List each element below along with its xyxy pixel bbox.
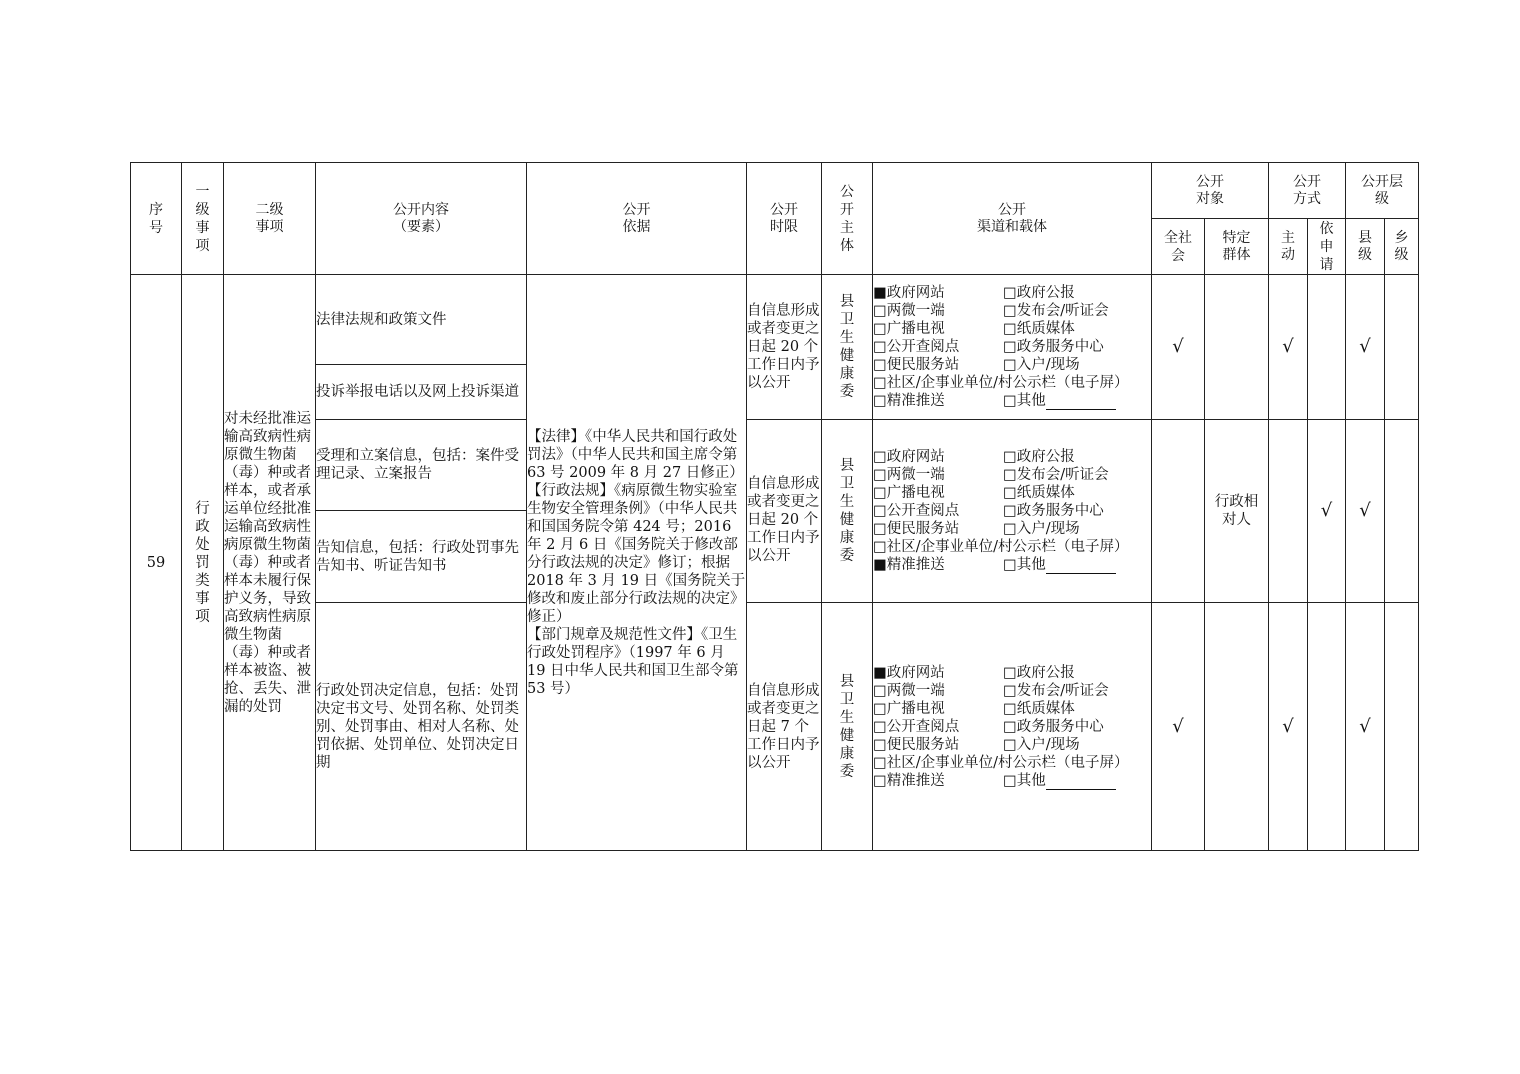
header-layer-town: 乡 级 [1385,219,1419,275]
subject-cell: 县卫生健康委 [822,420,873,603]
target-specific-cell: 行政相对人 [1205,420,1269,603]
content-item: 受理和立案信息，包括：案件受理记录、立案报告 [316,420,527,511]
channel-cell: □政府网站 □政府公报 □两微一端 □发布会/听证会 □广播电视 □纸质媒体 □公开查阅点 □政务服务中心 □便民服务站 □入户/现场 □社区/企事业单位/村公示栏（电子屏） ■精准推送 □其他 [873,420,1152,603]
layer-county-cell: √ [1346,275,1385,420]
header-seq: 序号 [131,163,182,275]
channel-cell: ■政府网站 □政府公报 □两微一端 □发布会/听证会 □广播电视 □纸质媒体 □公开查阅点 □政务服务中心 □便民服务站 □入户/现场 □社区/企事业单位/村公示栏（电子屏） □精准推送 □其他 [873,275,1152,420]
layer-county-cell: √ [1346,420,1385,603]
target-all-cell: √ [1152,603,1205,851]
content-item: 行政处罚决定信息，包括：处罚决定书文号、处罚名称、处罚类别、处罚事由、相对人名称、处罚依据、处罚单位、处罚决定日期 [316,603,527,851]
target-specific-cell [1205,275,1269,420]
target-specific-cell [1205,603,1269,851]
method-apply-cell: √ [1308,420,1346,603]
disclosure-table [130,162,1419,851]
layer-town-cell [1385,420,1419,603]
row-level1: 行政处罚类事项 [182,275,224,851]
header-level1: 一级事项 [182,163,224,275]
layer-town-cell [1385,603,1419,851]
header-target: 公开 对象 [1152,163,1269,219]
header-method-active: 主 动 [1269,219,1308,275]
period-cell: 自信息形成或者变更之日起 20 个工作日内予以公开 [747,420,822,603]
method-active-cell: √ [1269,603,1308,851]
target-all-cell [1152,420,1205,603]
header-period: 公开 时限 [747,163,822,275]
row-level2: 对未经批准运输高致病性病原微生物菌（毒）种或者样本，或者承运单位经批准运输高致病性病原微生物菌（毒）种或者样本未履行保护义务，导致高致病性病原微生物菌（毒）种或者样本被盗、被抢、丢失、泄漏的处罚 [224,275,316,851]
method-active-cell: √ [1269,275,1308,420]
header-layer-county: 县 级 [1346,219,1385,275]
method-apply-cell [1308,275,1346,420]
header-method-apply: 依申请 [1308,219,1346,275]
row-seq: 59 [131,275,182,851]
header-method: 公开 方式 [1269,163,1346,219]
method-apply-cell [1308,603,1346,851]
content-item: 投诉举报电话以及网上投诉渠道 [316,365,527,420]
layer-county-cell: √ [1346,603,1385,851]
subject-cell: 县卫生健康委 [822,275,873,420]
content-item: 告知信息，包括：行政处罚事先告知书、听证告知书 [316,511,527,603]
period-cell: 自信息形成或者变更之日起 7 个工作日内予以公开 [747,603,822,851]
content-item: 法律法规和政策文件 [316,275,527,365]
header-target-all: 全社会 [1152,219,1205,275]
header-layer: 公开层 级 [1346,163,1419,219]
header-channel: 公开 渠道和载体 [873,163,1152,275]
period-cell: 自信息形成或者变更之日起 20 个工作日内予以公开 [747,275,822,420]
subject-cell: 县卫生健康委 [822,603,873,851]
header-content: 公开内容 （要素） [316,163,527,275]
channel-cell: ■政府网站 □政府公报 □两微一端 □发布会/听证会 □广播电视 □纸质媒体 □公开查阅点 □政务服务中心 □便民服务站 □入户/现场 □社区/企事业单位/村公示栏（电子屏） □精准推送 □其他 [873,603,1152,851]
layer-town-cell [1385,275,1419,420]
header-basis: 公开 依据 [527,163,747,275]
row-basis: 【法律】《中华人民共和国行政处罚法》（中华人民共和国主席令第 63 号 2009 年 8 月 27 日修正） 【行政法规】《病原微生物实验室生物安全管理条例》（中华人民共和国国务院令第 424 号；2016 年 2 月 6 日《国务院关于修改部分行政法规的决定》修订；根据 2018 年 3 月 19 日《国务院关于修改和废止部分行政法规的决定》修正） 【部门规章及规范性文件】《卫生行政处罚程序》（1997 年 6 月 19 日中华人民共和国卫生部令第 53 号） [527,275,747,851]
header-level2: 二级 事项 [224,163,316,275]
target-all-cell: √ [1152,275,1205,420]
header-subject: 公开主体 [822,163,873,275]
method-active-cell [1269,420,1308,603]
header-target-specific: 特定 群体 [1205,219,1269,275]
